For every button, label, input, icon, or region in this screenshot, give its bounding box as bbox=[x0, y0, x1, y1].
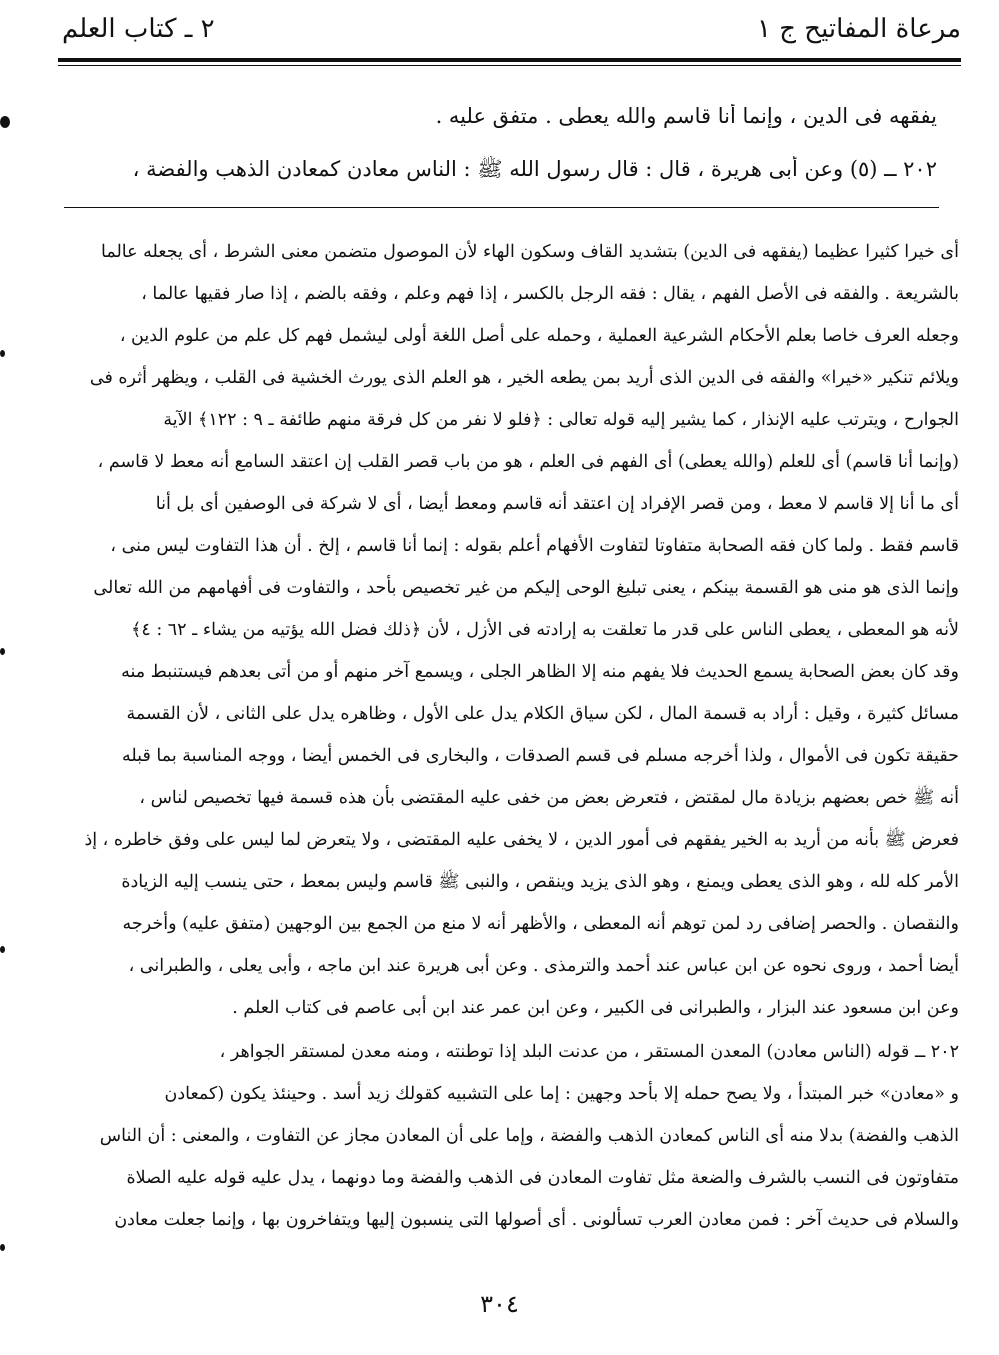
scan-margin-mark bbox=[0, 946, 5, 953]
scan-margin-mark bbox=[0, 1244, 5, 1251]
hadith-text-line: ٢٠٢ ــ (٥) وعن أبى هريرة ، قال : قال رسول الله ﷺ : الناس معادن كمعادن الذهب والفضة ، bbox=[132, 157, 937, 181]
page-number: ٣٠٤ bbox=[480, 1290, 519, 1318]
commentary-line: وجعله العرف خاصا بعلم الأحكام الشرعية العملية ، وحمله على أصل اللغة أولى ليشمل فهم كل علم من علوم الدين ، bbox=[119, 326, 959, 346]
header-rule-thin bbox=[58, 65, 961, 66]
commentary-line: أنه ﷺ خص بعضهم بزيادة مال لمقتض ، فتعرض بعض من خفى عليه المقتضى بأن هذه قسمة فيها تخصيص لناس ، bbox=[139, 788, 959, 808]
commentary-line: حقيقة تكون فى الأموال ، ولذا أخرجه مسلم فى قسم الصدقات ، والبخارى فى الخمس أيضا ، ووجه المناسبة بما قبله bbox=[121, 746, 959, 766]
commentary-line: وعن ابن مسعود عند البزار ، والطبرانى فى الكبير ، وعن ابن عمر عند ابن أبى عاصم فى كتاب العلم . bbox=[232, 998, 959, 1018]
text-commentary-separator bbox=[64, 207, 939, 208]
commentary-line: وإنما الذى هو منى هو القسمة بينكم ، يعنى تبليغ الوحى إليكم من غير تخصيص بأحد ، والتفاوت فى أفهامهم من الله تعالى bbox=[93, 578, 959, 598]
running-header-book-title: مرعاة المفاتيح ج ١ bbox=[757, 14, 961, 44]
commentary-line: بالشريعة . والفقه فى الأصل الفهم ، يقال : فقه الرجل بالكسر ، إذا فهم وعلم ، وفقه بالضم ، إذا صار فقيها عالما ، bbox=[141, 284, 959, 304]
commentary-line: مسائل كثيرة ، وقيل : أراد به قسمة المال ، لكن سياق الكلام يدل على الأول ، وظاهره يدل على الثانى ، لأن القسمة bbox=[126, 704, 959, 724]
commentary-line: الأمر كله لله ، وهو الذى يعطى ويمنع ، وهو الذى يزيد وينقص ، والنبى ﷺ قاسم وليس بمعط ، حتى ينسب إليه الزيادة bbox=[121, 872, 959, 892]
scan-margin-mark bbox=[0, 116, 10, 128]
commentary-line: أيضا أحمد ، وروى نحوه عن ابن عباس عند أحمد والترمذى . وعن أبى هريرة عند ابن ماجه ، وأبى يعلى ، والطبرانى ، bbox=[128, 956, 959, 976]
commentary-line: قاسم فقط . ولما كان فقه الصحابة متفاوتا لتفاوت الأفهام أعلم بقوله : إنما أنا قاسم ، إلخ . أن هذا التفاوت ليس منى ، bbox=[110, 536, 959, 556]
commentary-line: وقد كان بعض الصحابة يسمع الحديث فلا يفهم منه إلا الظاهر الجلى ، ويسمع آخر منهم أو من أتى بعدهم فيستنبط منه bbox=[121, 662, 959, 682]
scan-margin-mark bbox=[0, 350, 5, 357]
commentary-line: أى ما أنا إلا قاسم لا معط ، ومن قصر الإفراد إن اعتقد أنه قاسم ومعط أيضا ، أى لا شركة فى الوصفين أى بل أنا bbox=[155, 494, 959, 514]
commentary-line: (وإنما أنا قاسم) أى للعلم (والله يعطى) أى الفهم فى العلم ، هو من باب قصر القلب إن اعتقد السامع أنه معط لا قاسم ، bbox=[97, 452, 959, 472]
commentary-line: ٢٠٢ ــ قوله (الناس معادن) المعدن المستقر ، من عدنت البلد إذا توطنته ، ومنه معدن لمستقر الجواهر ، bbox=[219, 1042, 959, 1062]
commentary-line: الجوارح ، ويترتب عليه الإنذار ، كما يشير إليه قوله تعالى : ﴿فلو لا نفر من كل فرقة منهم طائفة ـ ٩ : ١٢٢﴾ الآية bbox=[163, 410, 959, 430]
commentary-line: الذهب والفضة) بدلا منه أى الناس كمعادن الذهب والفضة ، وإما على أن المعادن مجاز عن التفاوت ، والمعنى : أن الناس bbox=[99, 1126, 959, 1146]
hadith-text-line: يفقهه فى الدين ، وإنما أنا قاسم والله يعطى . متفق عليه . bbox=[435, 104, 937, 128]
commentary-line: فعرض ﷺ بأنه من أريد به الخير يفقهم فى أمور الدين ، لا يخفى عليه المقتضى ، ولا يتعرض لما ليس على وفق خاطره ، إذ bbox=[84, 830, 959, 850]
commentary-line: و «معادن» خبر المبتدأ ، ولا يصح حمله إلا بأحد وجهين : إما على التشبيه كقولك زيد أسد . وحينئذ يكون (كمعادن bbox=[164, 1084, 959, 1104]
commentary-line: أى خيرا كثيرا عظيما (يفقهه فى الدين) بتشديد القاف وسكون الهاء لأن الموصول متضمن معنى الشرط ، أى يجعله عالما bbox=[101, 242, 959, 262]
running-header-chapter-title: ٢ ـ كتاب العلم bbox=[62, 14, 215, 44]
commentary-line: والنقصان . والحصر إضافى رد لمن توهم أنه المعطى ، والأظهر أنه لا منع من الجمع بين الوجهين (متفق عليه) وأخرجه bbox=[122, 914, 959, 934]
commentary-line: لأنه هو المعطى ، يعطى الناس على قدر ما تعلقت به إرادته فى الأزل ، لأن ﴿ذلك فضل الله يؤتيه من يشاء ـ ٦٢ : ٤﴾ bbox=[131, 620, 959, 640]
commentary-line: والسلام فى حديث آخر : فمن معادن العرب تسألونى . أى أصولها التى ينسبون إليها ويتفاخرون بها ، وإنما جعلت معادن bbox=[114, 1210, 959, 1230]
scan-margin-mark bbox=[0, 648, 5, 655]
commentary-line: ويلائم تنكير «خيرا» والفقه فى الدين الذى أريد بمن يطعه الخير ، هو العلم الذى يورث الخشية فى القلب ، ويظهر أثره فى bbox=[89, 368, 959, 388]
commentary-line: متفاوتون فى النسب بالشرف والضعة مثل تفاوت المعادن فى الذهب والفضة وما دونهما ، يدل عليه قوله عليه الصلاة bbox=[126, 1168, 959, 1188]
header-rule-thick bbox=[58, 58, 961, 62]
